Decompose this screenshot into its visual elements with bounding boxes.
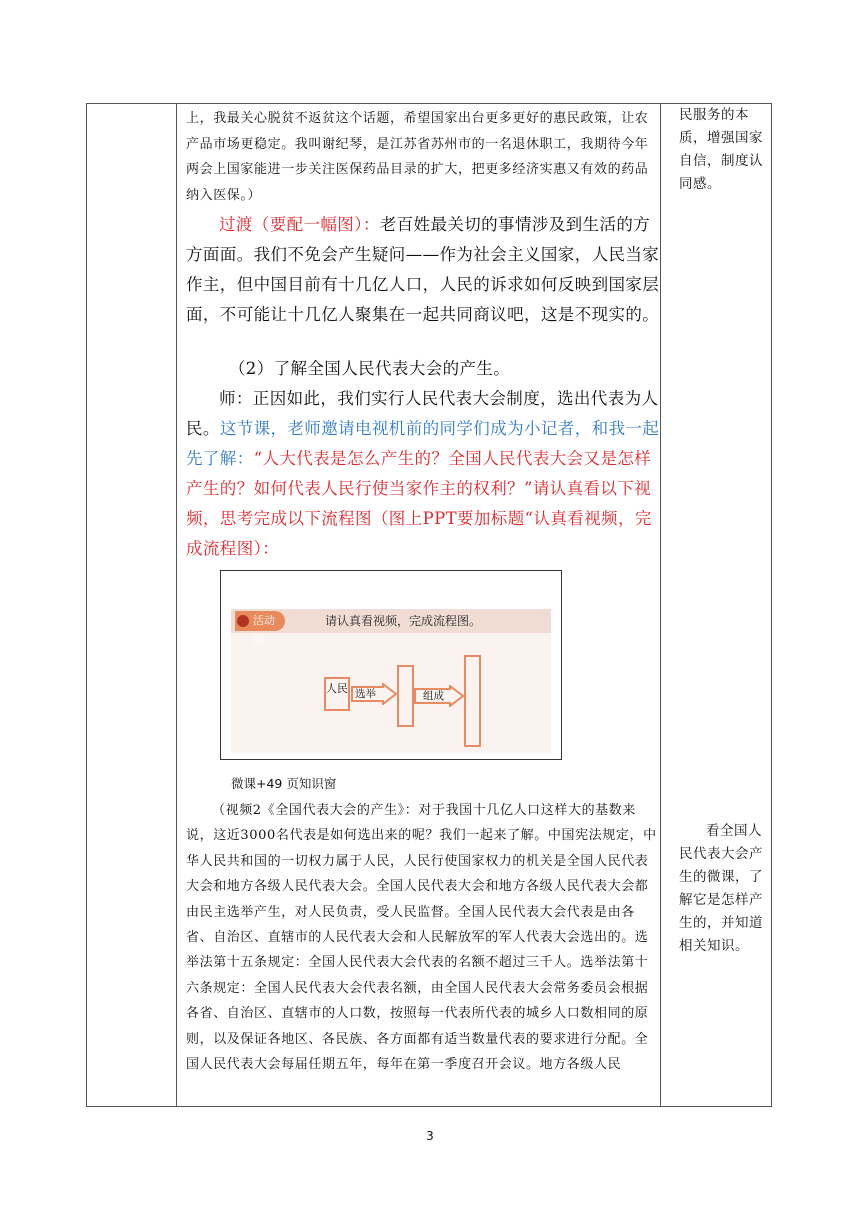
lesson-table [86,103,772,1107]
teacher-red-text: “人大代表是怎么产生的？全国人民代表大会又是怎样产生的？如何代表人民行使当家作主的权利？”请认真看以下视频，思考完成以下流程图（图上PPT要加标题“认真看视频，完成流程图）： [186,449,652,558]
video-transcript: （视频2《全国代表大会的产生》：对于我国十几亿人口这样大的基数来说，这近3000名代表是如何选出来的呢？我们一起来了解。中国宪法规定，中华人民共和国的一切权力属于人民，人民行使国家权力的机关是全国人民代表大会和地方各级人民代表大会。全国人民代表大会和地方各级人民代表大会都由民主选举产生，对人民负责，受人民监督。全国人民代表大会代表是由各省、自治区、直辖市的人民代表大会和人民解放军的军人代表大会选出的。选举法第十五条规定：全国人民代表大会代表的名额不超过三千人。选举法第十六条规定：全国人民代表大会代表名额，由全国人民代表大会常务委员会根据各省、自治区、直辖市的人口数，按照每一代表所代表的城乡人口数相同的原则，以及保证各地区、各民族、各方面都有适当数量代表的要求进行分配。全国人民代表大会每届任期五年，每年在第一季度召开会议。地方各级人民 [186,803,657,1073]
section-heading: （2）了解全国人民代表大会的产生。 [228,359,511,378]
badge-label: 活动园 [253,614,275,647]
box-blank-2 [464,655,481,747]
student-quote: 上，我最关心脱贫不返贫这个话题，希望国家出台更多更好的惠民政策，让农产品市场更稳定。我叫谢纪琴，是江苏省苏州市的一名退休职工，我期待今年两会上国家能进一步关注医保药品目录的扩大，把更多经济实惠又有效的药品纳入医保。） [186,111,649,203]
teacher-blue-text: 这节课，老师邀请电视机前的同学们成为小记者，和我一起先了解： [186,419,660,468]
badge-dot-icon [237,615,249,627]
transition-label: 过渡（要配一幅图）： [219,215,380,234]
box-people: 人民 [324,677,350,711]
arrow-form-label: 组成 [423,690,444,702]
teacher-paragraph [186,384,660,564]
box-blank-1 [397,665,414,727]
side-note-1: 民服务的本质，增强国家自信，制度认同感。 [679,107,763,192]
activity-badge [235,611,285,647]
side-note-2: 看全国人民代表大会产生的微课，了解它是怎样产生的，并知道相关知识。 [679,823,763,954]
slide-title: 请认真看视频，完成流程图。 [325,614,482,628]
figure-caption: 微课+49 页知识窗 [231,776,337,791]
column-divider-1 [176,104,177,1106]
flowchart-image [220,570,562,760]
slide-banner [231,609,551,647]
transition-paragraph [186,210,660,330]
flowchart-slide [231,609,551,753]
column-divider-2 [660,104,661,1106]
arrow-elect-label: 选举 [355,688,376,700]
main-column [186,104,660,1077]
teacher-prefix: 师：正因如此，我们实行人民代表大会制度，选出代表为人民。 [186,389,659,438]
transition-text: 老百姓最关切的事情涉及到生活的方方面面。我们不免会产生疑问——作为社会主义国家，人民当家作主，但中国目前有十几亿人口，人民的诉求如何反映到国家层面，不可能让十几亿人聚集在一起共同商议吧，这是不现实的。 [186,215,660,324]
page-number: 3 [426,1129,434,1143]
